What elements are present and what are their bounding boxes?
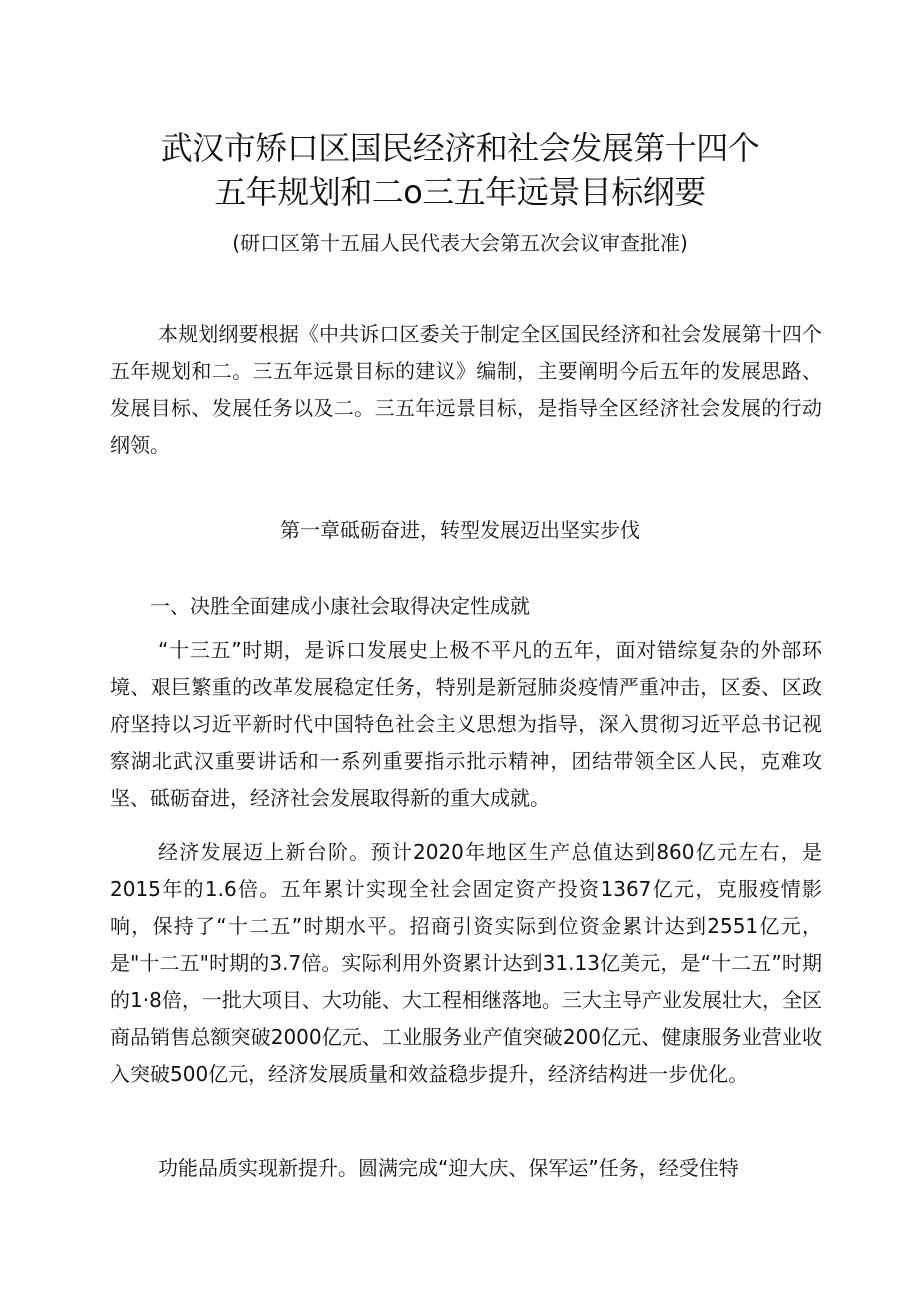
intro-paragraph: 本规划纲要根据《中共诉口区委关于制定全区国民经济和社会发展第十四个五年规划和二。三五年远景目标的建议》编制，主要阐明今后五年的发展思路、发展目标、发展任务以及二。三五年远景目标，是指导全区经济社会发展的行动纲领。 bbox=[110, 322, 822, 457]
section-heading: 一、决胜全面建成小康社会取得决定性成就 bbox=[150, 594, 530, 618]
document-subtitle: (研口区第十五届人民代表大会第五次会议审查批准) bbox=[232, 231, 688, 255]
body-paragraph-1: “十三五”时期，是诉口发展史上极不平凡的五年，面对错综复杂的外部环境、艰巨繁重的改革发展稳定任务，特别是新冠肺炎疫情严重冲击，区委、区政府坚持以习近平新时代中国特色社会主义思想为指导，深入贯彻习近平总书记视察湖北武汉重要讲话和一系列重要指示批示精神，团结带领全区人民，克难攻坚、砥砺奋进，经济社会发展取得新的重大成就。 bbox=[110, 638, 822, 810]
body-paragraph-2: 经济发展迈上新台阶。预计2020年地区生产总值达到860亿元左右，是2015年的1.6倍。五年累计实现全社会固定资产投资1367亿元，克服疫情影响，保持了“十二五”时期水平。招商引资实际到位资金累计达到2551亿元，是"十二五"时期的3.7倍。实际利用外资累计达到31.13亿美元，是“十二五”时期的1·8倍，一批大项目、大功能、大工程相继落地。三大主导产业发展壮大，全区商品销售总额突破2000亿元、工业服务业产值突破200亿元、健康服务业营业收入突破500亿元，经济发展质量和效益稳步提升，经济结构进一步优化。 bbox=[110, 840, 822, 1086]
document-title-line-2: 五年规划和二o三五年远景目标纲要 bbox=[214, 173, 706, 211]
body-paragraph-3: 功能品质实现新提升。圆满完成“迎大庆、保军运”任务，经受住特 bbox=[158, 1156, 739, 1180]
document-title-line-1: 武汉市矫口区国民经济和社会发展第十四个 bbox=[160, 129, 760, 167]
chapter-heading: 第一章砥砺奋进，转型发展迈出坚实步伐 bbox=[280, 518, 640, 542]
